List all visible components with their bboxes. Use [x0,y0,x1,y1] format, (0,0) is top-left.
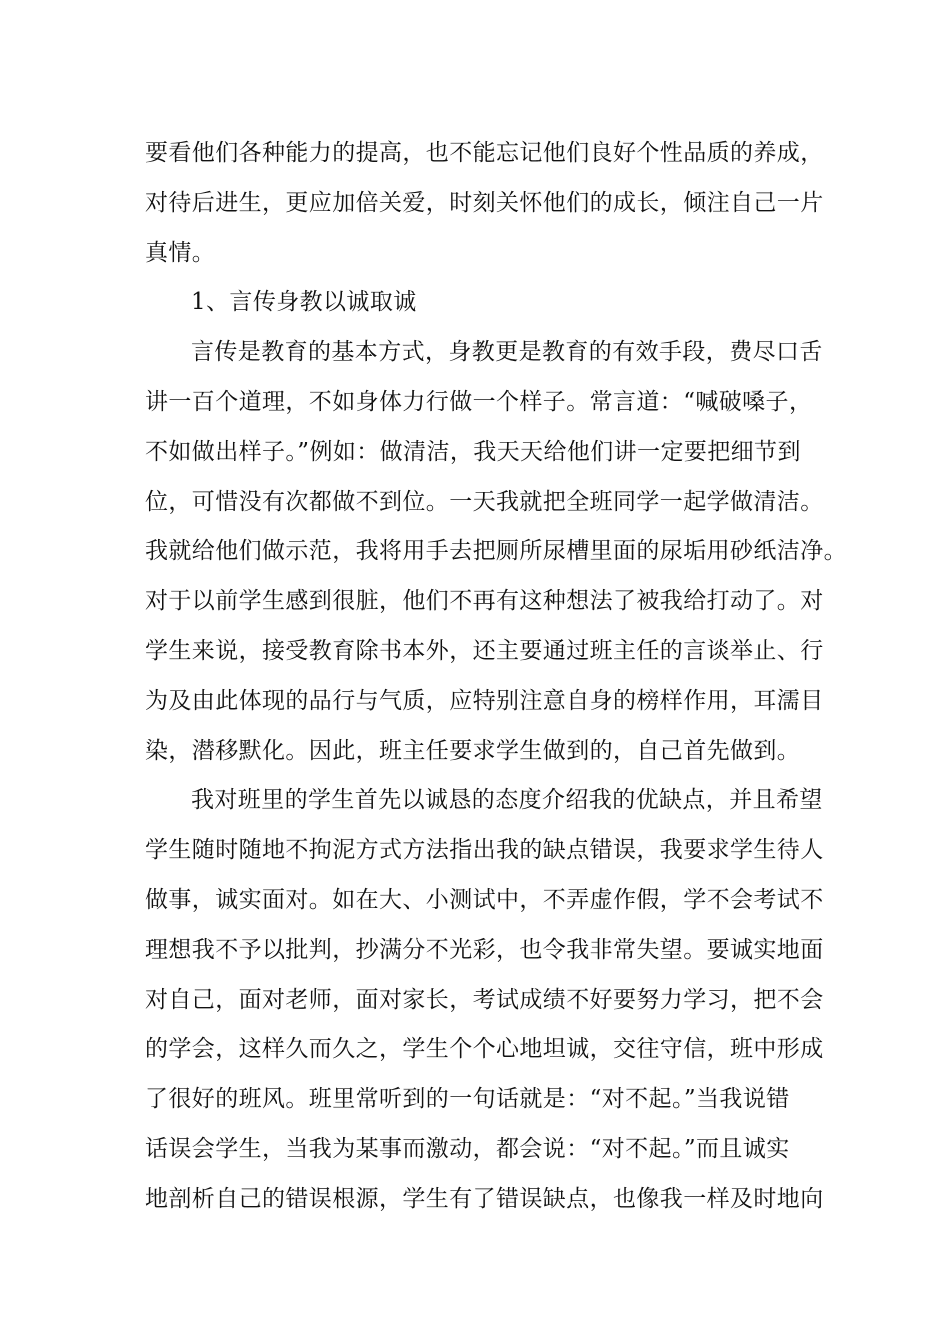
text-line: 对待后进生，更应加倍关爱，时刻关怀他们的成长，倾注自己一片 [145,189,824,216]
body-text [145,129,847,1225]
text-line: 地剖析自己的错误根源，学生有了错误缺点，也像我一样及时地向 [145,1185,824,1212]
text-line: 对自己，面对老师，面对家长，考试成绩不好要努力学习，把不会 [145,986,824,1013]
text-line: 位，可惜没有次都做不到位。一天我就把全班同学一起学做清洁。 [145,488,824,515]
text-line: 讲一百个道理，不如身体力行做一个样子。常言道：“喊破嗓子， [145,388,813,415]
text-line: 学生随时随地不拘泥方式方法指出我的缺点错误，我要求学生待人 [145,837,824,864]
text-line: 了很好的班风。班里常听到的一句话就是：“对不起。”当我说错 [145,1086,790,1113]
text-line: 染，潜移默化。因此，班主任要求学生做到的，自己首先做到。 [145,737,801,764]
text-line: 理想我不予以批判，抄满分不光彩，也令我非常失望。要诚实地面 [145,936,824,963]
text-line: 不如做出样子。”例如：做清洁，我天天给他们讲一定要把细节到 [145,438,801,465]
text-line: 真情。 [145,239,216,266]
text-line: 的学会，这样久而久之，学生个个心地坦诚，交往守信，班中形成 [145,1036,824,1063]
text-line: 做事，诚实面对。如在大、小测试中，不弄虚作假，学不会考试不 [145,886,824,913]
section-heading: 1、言传身教以诚取诚 [191,289,417,316]
text-line: 学生来说，接受教育除书本外，还主要通过班主任的言谈举止、行 [145,637,824,664]
text-line: 话误会学生，当我为某事而激动，都会说：“对不起。”而且诚实 [145,1135,790,1162]
text-line: 我就给他们做示范，我将用手去把厕所尿槽里面的尿垢用砂纸洁净。 [145,538,847,565]
text-line: 要看他们各种能力的提高，也不能忘记他们良好个性品质的养成， [145,140,824,166]
text-line: 对于以前学生感到很脏，他们不再有这种想法了被我给打动了。对 [145,588,824,615]
paragraph-first-line: 言传是教育的基本方式，身教更是教育的有效手段，费尽口舌 [191,339,823,366]
paragraph-first-line: 我对班里的学生首先以诚恳的态度介绍我的优缺点，并且希望 [191,787,823,814]
text-line: 为及由此体现的品行与气质，应特别注意自身的榜样作用，耳濡目 [145,687,824,714]
